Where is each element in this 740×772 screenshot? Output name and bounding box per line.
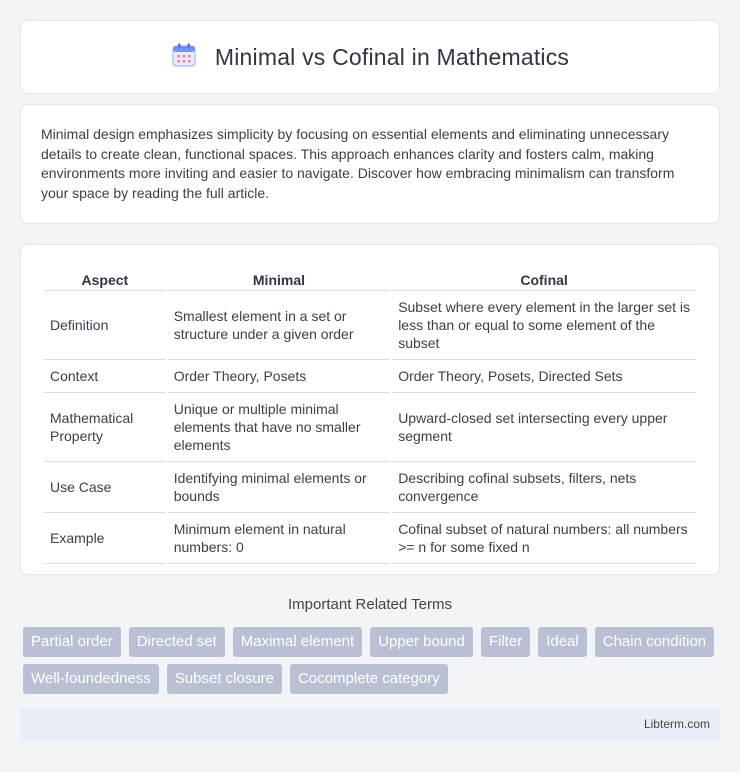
related-terms-list <box>23 627 723 694</box>
related-term-tag[interactable]: Well-foundedness <box>23 664 159 694</box>
comparison-table-card <box>20 244 720 575</box>
table-cell: Context <box>44 360 166 393</box>
header-card <box>20 20 720 94</box>
related-term-tag[interactable]: Chain condition <box>595 627 714 657</box>
table-row <box>44 393 696 462</box>
table-cell: Cofinal subset of natural numbers: all numbers >= n for some fixed n <box>392 513 696 564</box>
column-header-minimal: Minimal <box>168 265 390 291</box>
page-title: Minimal vs Cofinal in Mathematics <box>214 43 570 70</box>
table-cell: Subset where every element in the larger set is less than or equal to some element of the subset <box>392 291 696 360</box>
title-wrap <box>171 42 569 73</box>
table-cell: Identifying minimal elements or bounds <box>168 462 390 513</box>
table-cell: Definition <box>44 291 166 360</box>
footer <box>20 708 720 742</box>
table-cell: Describing cofinal subsets, filters, nets convergence <box>392 462 696 513</box>
table-row <box>44 513 696 564</box>
calendar-icon <box>171 42 197 73</box>
comparison-table <box>42 265 698 564</box>
table-cell: Smallest element in a set or structure under a given order <box>168 291 390 360</box>
table-row <box>44 360 696 393</box>
related-terms-title: Important Related Terms <box>288 596 452 613</box>
table-cell: Order Theory, Posets, Directed Sets <box>392 360 696 393</box>
table-cell: Mathematical Property <box>44 393 166 462</box>
related-term-tag[interactable]: Maximal element <box>233 627 362 657</box>
related-term-tag[interactable]: Partial order <box>23 627 121 657</box>
table-cell: Minimum element in natural numbers: 0 <box>168 513 390 564</box>
column-header-cofinal: Cofinal <box>392 265 696 291</box>
table-cell: Upward-closed set intersecting every upper segment <box>392 393 696 462</box>
column-header-aspect: Aspect <box>44 265 166 291</box>
table-cell: Example <box>44 513 166 564</box>
related-term-tag[interactable]: Subset closure <box>167 664 282 694</box>
related-term-tag[interactable]: Filter <box>481 627 530 657</box>
table-row <box>44 462 696 513</box>
related-term-tag[interactable]: Directed set <box>129 627 225 657</box>
intro-card <box>20 104 720 224</box>
related-term-tag[interactable]: Upper bound <box>370 627 473 657</box>
table-header-row <box>44 265 696 291</box>
footer-site-link[interactable]: Libterm.com <box>643 717 710 731</box>
intro-text: Minimal design emphasizes simplicity by focusing on essential elements and eliminating unnecessary details to create clean, functional spaces. This approach enhances clarity and fosters calm, making environments more inviting and easier to navigate. Discover how embracing minimalism can transform your space by reading the full article. <box>41 126 675 201</box>
table-row <box>44 291 696 360</box>
related-term-tag[interactable]: Ideal <box>538 627 587 657</box>
related-term-tag[interactable]: Cocomplete category <box>290 664 448 694</box>
table-cell: Use Case <box>44 462 166 513</box>
table-cell: Order Theory, Posets <box>168 360 390 393</box>
table-cell: Unique or multiple minimal elements that have no smaller elements <box>168 393 390 462</box>
